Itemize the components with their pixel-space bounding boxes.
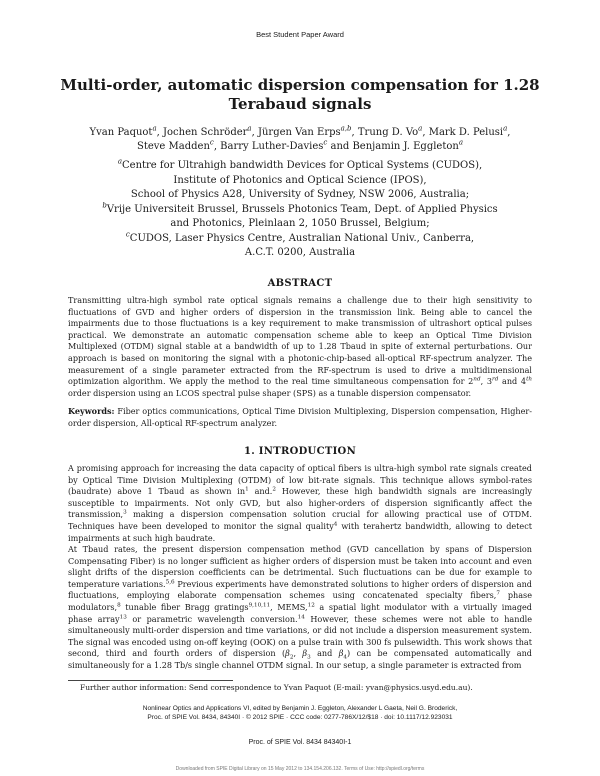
keywords-label: Keywords: — [68, 406, 115, 416]
introduction-paragraph-2: At Tbaud rates, the present dispersion compensation method (GVD cancellation by spans of Dispersion Compensating Fiber) is no longer sufficient as higher orders of dispersion must be taken into account and even slight drifts of the dispersion coefficients can be detrimental. Such fluctuations can be due for example to temperature variations.$^{5,6}$ Previous experiments have demonstrated solutions to higher orders of dispersion and fluctuations, employing elaborate compensation schemes using concatenated specialty fibers,$^7$ phase modulators,$^8$ tunable fiber Bragg gratings$^{9,10,11}$, MEMS,$^{12}$ a spatial light modulator with a virtually imaged phase array$^{13}$ or parametric wavelength conversion.$^{14}$ However, these schemes were not able to handle simultaneously multi-order dispersion and time variations, or did not include a dispersion measurement system. The signal was encoded using on-off keying (OOK) on a pulse train with 300 fs pulsewidth. This work shows that second, third and fourth orders of dispersion ($\beta_2$, $\beta_3$ and $\beta_4$) can be compensated automatically and simultaneously for a 1.28 Tb/s single channel OTDM signal. In our setup, a single parameter is extracted from — [68, 544, 533, 670]
affiliation-a-line2: Institute of Photonics and Optical Science (IPOS), — [173, 174, 427, 186]
affiliation-c-line2: A.C.T. 0200, Australia — [244, 247, 356, 258]
affiliation-a-line1: $^a$Centre for Ultrahigh bandwidth Devices for Optical Systems (CUDOS), — [117, 157, 483, 171]
affiliation-b-line2: and Photonics, Pleinlaan 2, 1050 Brussel, Belgium; — [170, 218, 430, 229]
award-header: Best Student Paper Award — [256, 30, 344, 39]
publication-info-line-1: Nonlinear Optics and Applications VI, edited by Benjamin J. Eggleton, Alexander L Gaeta, Neil G. Broderick, — [142, 705, 458, 712]
affiliation-c-line1: $^c$CUDOS, Laser Physics Centre, Australian National Univ., Canberra, — [125, 230, 475, 244]
download-notice: Downloaded from SPIE Digital Library on 15 May 2012 to 134.154.206.132. Terms of Use: http://spiedl.org/terms — [175, 766, 425, 772]
footnote-divider — [68, 680, 233, 681]
introduction-paragraph-1: A promising approach for increasing the data capacity of optical fibers is ultra-high symbol rate signals created by Optical Time Division Multiplexing (OTDM) of low bit-rate signals. This technique allows symbol-rates (baudrate) above 1 Tbaud as shown $in^1$ and.$^2$ However, these high bandwidth signals are increasingly susceptible to impairments. Not only GVD, but also higher-orders of dispersion significantly affect the transmission,$^3$ making a dispersion compensation solution crucial for allowing practical use of OTDM. Techniques have been developed to monitor the signal quality$^4$ with terahertz bandwidth, allowing to detect impairments at such high baudrate. — [68, 463, 533, 543]
keywords-text: Fiber optics communications, Optical Time Division Multiplexing, Dispersion compensation, Higher-order dispersion, All-optical RF-spectrum analyzer. — [68, 406, 532, 428]
abstract-text: Transmitting ultra-high symbol rate optical signals remains a challenge due to their high sensitivity to fluctuations of GVD and higher orders of dispersion in the transmission link. Being able to cancel the impairments due to those fluctuations is a key requirement to make transmission of ultrashort optical pulses practical. We demonstrate an automatic compensation scheme able to keep an Optical Time Division Multiplexed (OTDM) signal stable at a bandwidth of up to 1.28 Tbaud in spite of external perturbations. Our approach is based on monitoring the signal with a photonic-chip-based all-optical RF-spectrum analyzer. The measurement of a single parameter extracted from the RF-spectrum is used to drive a multidimensional optimization algorithm. We apply the method to the real time simultaneous compensation for 2nd, 3rd and 4th order dispersion using an LCOS spectral pulse shaper (SPS) as a tunable dispersion compensator. — [68, 295, 533, 398]
publication-info-line-2: Proc. of SPIE Vol. 8434, 84340I · © 2012 SPIE · CCC code: 0277-786X/12/$18 · doi: 10.1117/12.923031 — [147, 714, 453, 721]
keywords — [68, 406, 532, 429]
paper-title: Multi-order, automatic dispersion compensation for 1.28 Terabaud signals — [60, 76, 540, 113]
authors-line-1: Yvan Paquot$^a$, Jochen Schröder$^a$, Jürgen Van Erps$^{a,b}$, Trung D. Vo$^a$, Mark D. Pelusi$^a$, — [89, 124, 511, 138]
authors-line-2: Steve Madden$^c$, Barry Luther-Davies$^c$ and Benjamin J. Eggleton$^a$ — [136, 138, 464, 152]
footnote: Further author information: Send correspondence to Yvan Paquot (E-mail: yvan@physics.usyd.edu.au). — [80, 683, 473, 692]
page-info: Proc. of SPIE Vol. 8434 84340I-1 — [248, 739, 352, 746]
affiliation-a-line3: School of Physics A28, University of Sydney, NSW 2006, Australia; — [130, 189, 470, 200]
abstract-heading: ABSTRACT — [267, 278, 333, 289]
introduction-heading: 1. INTRODUCTION — [243, 446, 357, 457]
affiliation-b-line1: $^b$Vrije Universiteit Brussel, Brussels Photonics Team, Dept. of Applied Physics — [102, 201, 498, 215]
